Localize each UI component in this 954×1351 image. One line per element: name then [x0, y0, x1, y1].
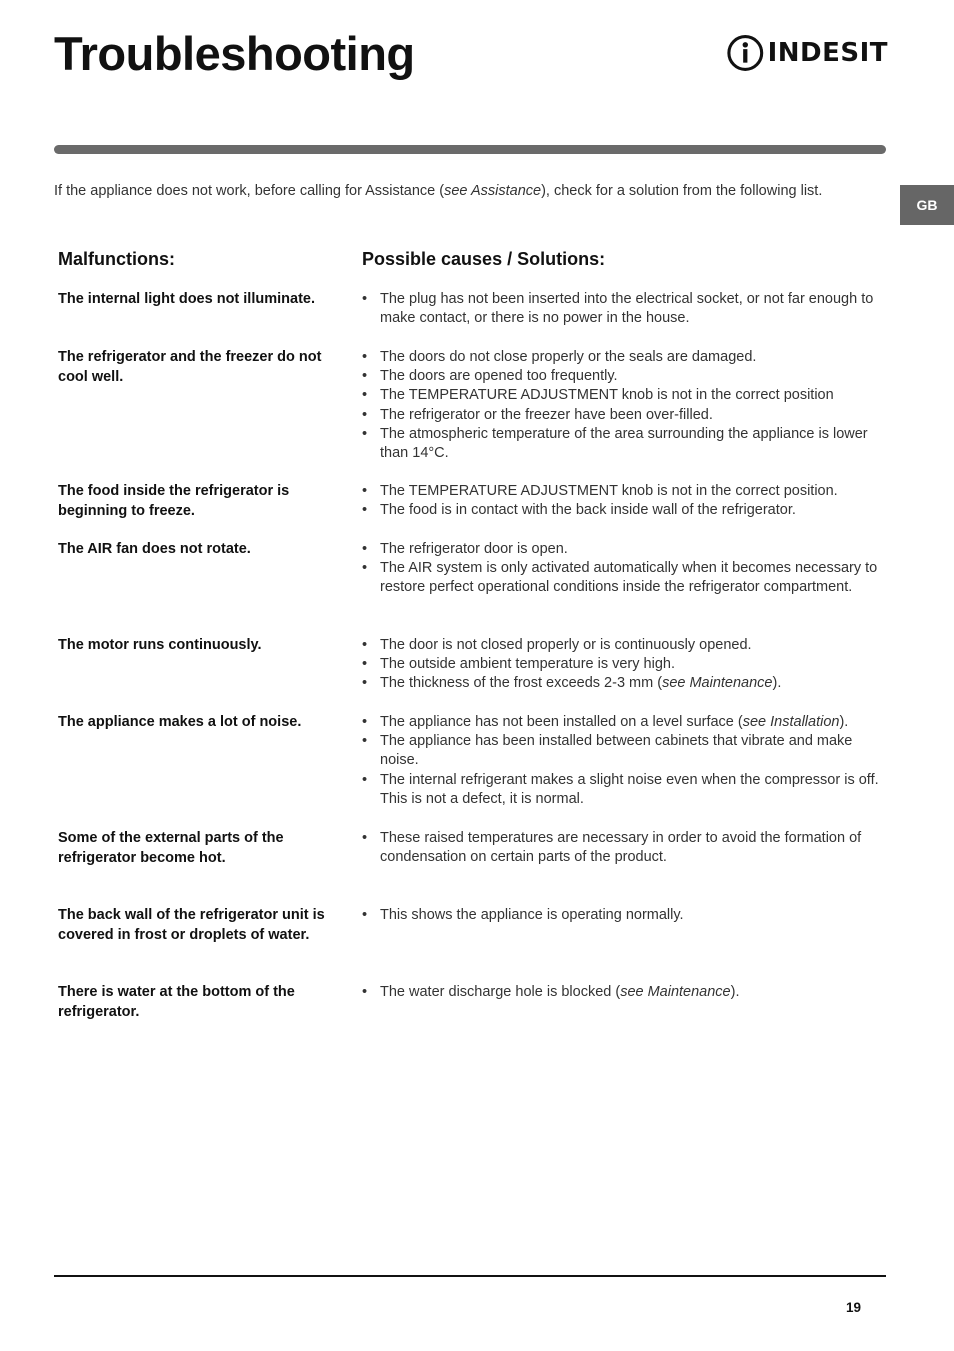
brand-name: INDESIT	[767, 38, 888, 68]
cause-item: • These raised temperatures are necessary in order to avoid the formation of condensation on certain parts of the product.	[362, 829, 892, 867]
cause-item: • The doors are opened too frequently.	[362, 367, 892, 386]
indesit-logo-icon	[726, 33, 765, 73]
page-number: 19	[846, 1300, 862, 1315]
causes-list	[362, 829, 892, 867]
malfunctions-heading: Malfunctions:	[58, 249, 175, 269]
cause-item: • The internal refrigerant makes a slight noise even when the compressor is off. This is not a defect, it is normal.	[362, 771, 892, 809]
page-title: Troubleshooting	[54, 27, 415, 80]
causes-list	[362, 636, 892, 694]
intro-reference: see Assistance	[444, 183, 542, 199]
language-tab: GB	[900, 185, 954, 225]
intro-after: ), check for a solution from the following list.	[541, 183, 823, 199]
malfunction-label: The food inside the refrigerator is beginning to freeze.	[58, 483, 290, 519]
brand-logo	[726, 33, 888, 73]
causes-list	[362, 540, 892, 598]
cause-item: • The thickness of the frost exceeds 2-3 mm (see Maintenance).	[362, 674, 892, 693]
malfunction-label: The refrigerator and the freezer do not cool well.	[58, 349, 322, 385]
cause-item: • The refrigerator door is open.	[362, 540, 892, 559]
cause-item: • The appliance has been installed between cabinets that vibrate and make noise.	[362, 732, 892, 770]
causes-list	[362, 713, 892, 809]
causes-list	[362, 290, 892, 328]
cause-item: • The doors do not close properly or the seals are damaged.	[362, 348, 892, 367]
malfunction-label: The AIR fan does not rotate.	[58, 541, 251, 557]
header-rule	[54, 145, 886, 154]
footer-rule	[54, 1275, 886, 1277]
malfunction-label: The back wall of the refrigerator unit is covered in frost or droplets of water.	[58, 907, 325, 943]
solutions-heading: Possible causes / Solutions:	[362, 249, 606, 269]
malfunction-label: The motor runs continuously.	[58, 637, 262, 653]
malfunction-label: Some of the external parts of the refrigerator become hot.	[58, 830, 284, 866]
cause-item: • The door is not closed properly or is continuously opened.	[362, 636, 892, 655]
causes-list	[362, 983, 892, 1002]
intro-before: If the appliance does not work, before calling for Assistance (	[54, 183, 445, 199]
cause-item: • The AIR system is only activated automatically when it becomes necessary to restore perfect operational conditions inside the refrigerator compartment.	[362, 559, 892, 597]
cause-item: • The TEMPERATURE ADJUSTMENT knob is not in the correct position	[362, 386, 892, 405]
cause-item: • This shows the appliance is operating normally.	[362, 906, 892, 925]
cause-item: • The appliance has not been installed on a level surface (see Installation).	[362, 713, 892, 732]
intro-text	[54, 182, 884, 200]
cause-item: • The TEMPERATURE ADJUSTMENT knob is not in the correct position.	[362, 482, 892, 501]
cause-item: • The atmospheric temperature of the area surrounding the appliance is lower than 14°C.	[362, 425, 892, 463]
cause-item: • The refrigerator or the freezer have been over-filled.	[362, 406, 892, 425]
malfunction-label: The appliance makes a lot of noise.	[58, 714, 302, 730]
cause-item: • The plug has not been inserted into the electrical socket, or not far enough to make contact, or there is no power in the house.	[362, 290, 892, 328]
cause-item: • The water discharge hole is blocked (see Maintenance).	[362, 983, 892, 1002]
malfunction-label: There is water at the bottom of the refrigerator.	[58, 984, 295, 1020]
causes-list	[362, 482, 892, 520]
cause-item: • The food is in contact with the back inside wall of the refrigerator.	[362, 501, 892, 520]
causes-list	[362, 906, 892, 925]
causes-list	[362, 348, 892, 463]
cause-item: • The outside ambient temperature is very high.	[362, 655, 892, 674]
malfunction-label: The internal light does not illuminate.	[58, 291, 315, 307]
